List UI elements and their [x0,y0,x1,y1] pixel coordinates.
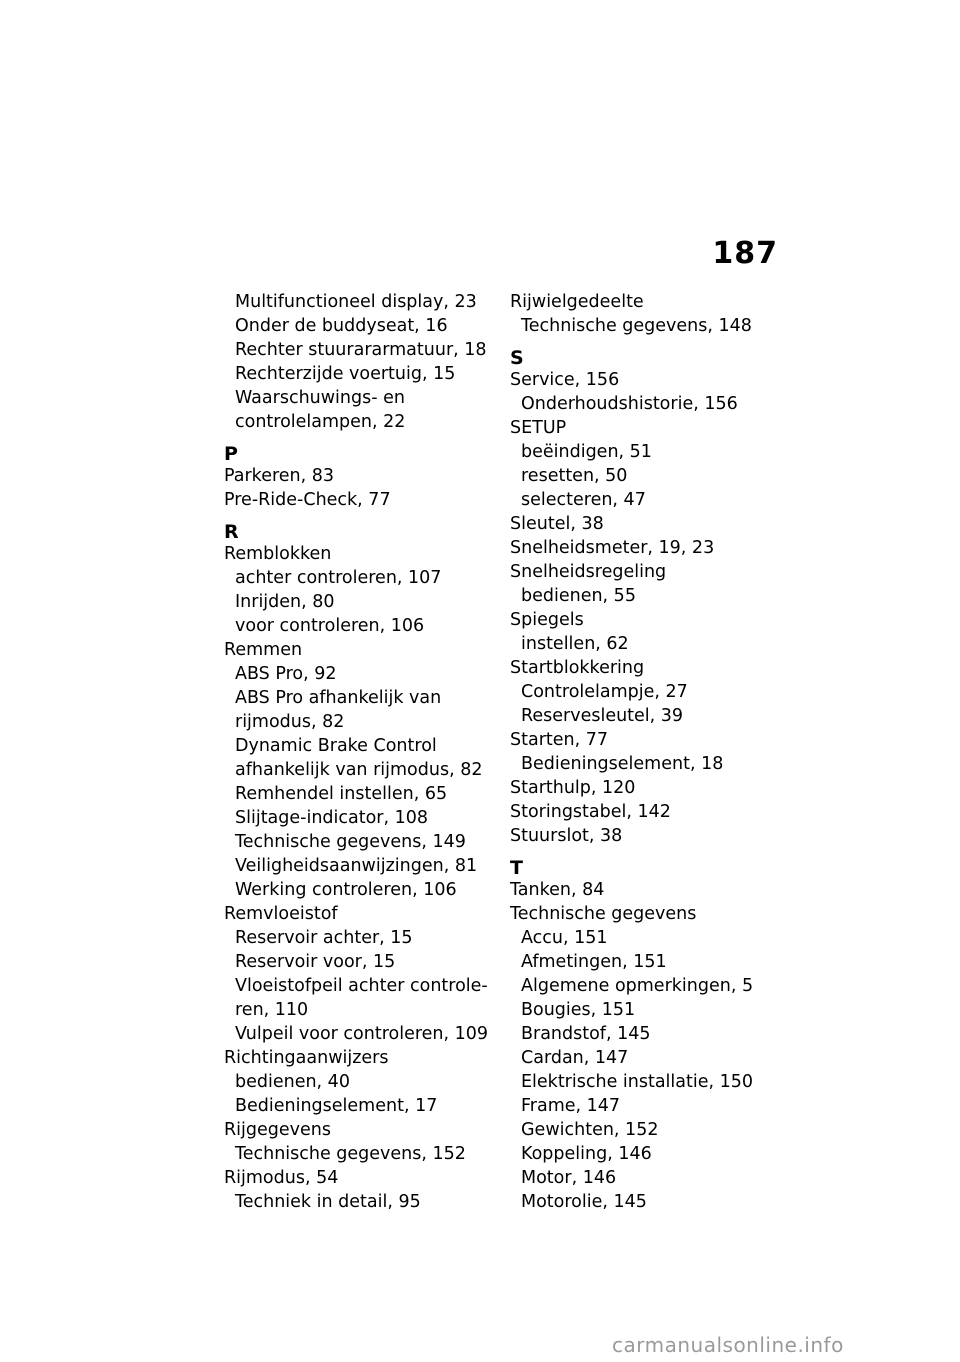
index-subentry: Afmetingen, 151 [521,952,667,972]
index-subentry: Veiligheidsaanwijzingen, 81 [235,856,478,876]
index-entry: Rijwielgedeelte [510,292,644,312]
index-entry: Storingstabel, 142 [510,802,671,822]
index-entry: Remmen [224,640,303,660]
page-number: 187 [712,236,778,271]
index-entry: Snelheidsregeling [510,562,667,582]
index-subentry: Motor, 146 [521,1168,617,1188]
index-column-right [510,292,780,1213]
index-subentry: bedienen, 55 [521,586,636,606]
index-subentry: ABS Pro, 92 [235,664,337,684]
index-subentry: Techniek in detail, 95 [235,1192,421,1212]
index-subentry: afhankelijk van rijmodus, 82 [235,760,483,780]
index-subentry: Werking controleren, 106 [235,880,457,900]
index-entry: Starten, 77 [510,730,609,750]
index-entry: Rijmodus, 54 [224,1168,339,1188]
index-subentry: Vloeistofpeil achter controle- [235,976,488,996]
index-subentry: Vulpeil voor controleren, 109 [235,1024,489,1044]
index-subentry: Bedieningselement, 17 [235,1096,438,1116]
index-entry: Startblokkering [510,658,645,678]
index-subentry: Bougies, 151 [521,1000,636,1020]
index-subentry: Controlelampje, 27 [521,682,688,702]
index-subentry: Frame, 147 [521,1096,621,1116]
index-subentry: Gewichten, 152 [521,1120,659,1140]
index-subentry: Cardan, 147 [521,1048,629,1068]
index-subentry: Technische gegevens, 149 [235,832,466,852]
index-subentry: Rechter stuurararmatuur, 18 [235,340,487,360]
index-subentry: selecteren, 47 [521,490,646,510]
index-subentry: ABS Pro afhankelijk van [235,688,442,708]
index-entry: Remvloeistof [224,904,338,924]
index-entry: Sleutel, 38 [510,514,604,534]
index-subentry: Reservoir voor, 15 [235,952,396,972]
index-entry: SETUP [510,418,567,438]
index-subentry: Elektrische installatie, 150 [521,1072,754,1092]
index-subentry: Waarschuwings- en [235,388,405,408]
index-column-left [224,292,494,1213]
index-subentry: Multifunctioneel display, 23 [235,292,477,312]
index-entry: Rijgegevens [224,1120,331,1140]
index-subentry: Remhendel instellen, 65 [235,784,448,804]
index-subentry: bedienen, 40 [235,1072,350,1092]
index-entry: Tanken, 84 [510,880,605,900]
index-subentry: Onder de buddyseat, 16 [235,316,448,336]
index-entry: Spiegels [510,610,584,630]
index-subentry: Rechterzijde voertuig, 15 [235,364,456,384]
index-subentry: Motorolie, 145 [521,1192,647,1212]
index-section-letter: S [510,347,524,369]
index-subentry: Bedieningselement, 18 [521,754,724,774]
index-subentry: Accu, 151 [521,928,608,948]
index-entry: Starthulp, 120 [510,778,636,798]
index-subentry: Slijtage-indicator, 108 [235,808,429,828]
index-entry: Richtingaanwijzers [224,1048,389,1068]
index-subentry: Reservoir achter, 15 [235,928,413,948]
index-entry: Pre-Ride-Check, 77 [224,490,391,510]
index-entry: Remblokken [224,544,332,564]
index-subentry: controlelampen, 22 [235,412,406,432]
index-subentry: Technische gegevens, 152 [235,1144,466,1164]
index-subentry: Algemene opmerkingen, 5 [521,976,754,996]
index-entry: Stuurslot, 38 [510,826,623,846]
index-entry: Technische gegevens [510,904,697,924]
index-subentry: rijmodus, 82 [235,712,345,732]
index-subentry: Onderhoudshistorie, 156 [521,394,738,414]
index-section-letter: T [510,857,523,879]
index-subentry: achter controleren, 107 [235,568,442,588]
index-subentry: Inrijden, 80 [235,592,335,612]
index-section-letter: P [224,443,238,465]
index-section-letter: R [224,521,239,543]
index-subentry: instellen, 62 [521,634,629,654]
watermark: carmanualsonline.info [612,1333,844,1357]
index-subentry: resetten, 50 [521,466,628,486]
index-subentry: voor controleren, 106 [235,616,425,636]
index-subentry: ren, 110 [235,1000,309,1020]
index-subentry: Brandstof, 145 [521,1024,651,1044]
index-subentry: Koppeling, 146 [521,1144,652,1164]
index-subentry: beëindigen, 51 [521,442,652,462]
index-subentry: Dynamic Brake Control [235,736,437,756]
index-entry: Parkeren, 83 [224,466,335,486]
index-entry: Service, 156 [510,370,620,390]
index-entry: Snelheidsmeter, 19, 23 [510,538,715,558]
index-subentry: Reservesleutel, 39 [521,706,684,726]
index-subentry: Technische gegevens, 148 [521,316,752,336]
